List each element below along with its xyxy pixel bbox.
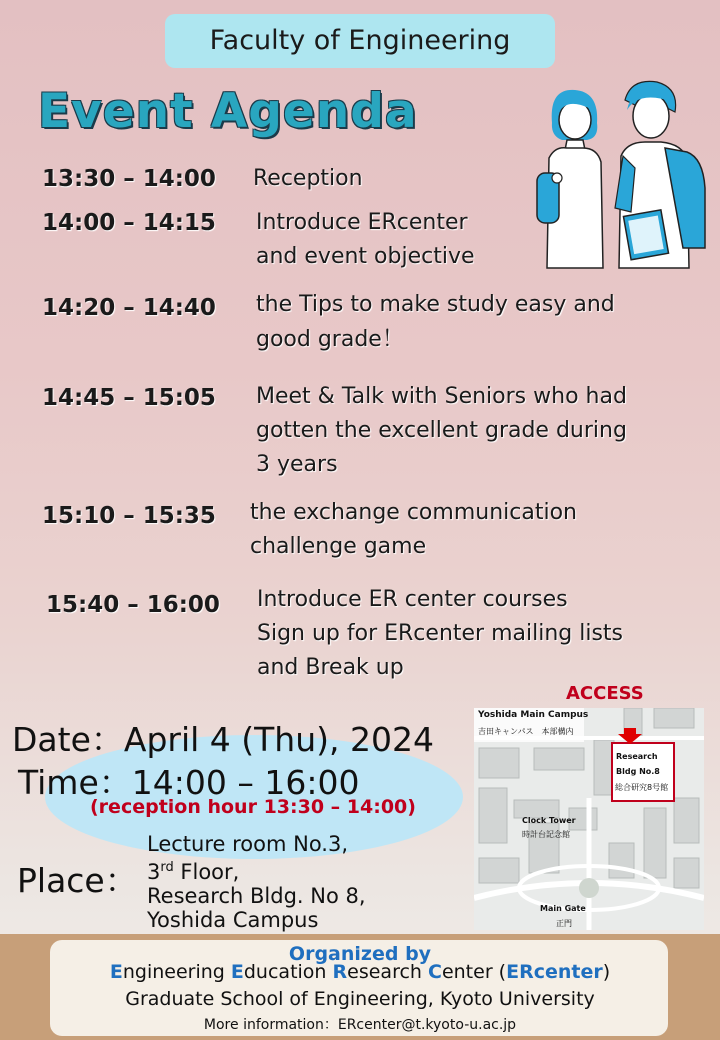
map-label: Clock Tower	[522, 816, 576, 825]
agenda-item-line: the exchange communication	[250, 500, 577, 525]
agenda-item-line: good grade！	[256, 327, 404, 352]
agenda-item-line: challenge game	[250, 534, 427, 559]
place-address	[147, 832, 366, 932]
agenda-time: 14:20 – 14:40	[42, 295, 216, 321]
contact-info: More information：ERcenter@t.kyoto-u.ac.jp	[203, 1017, 517, 1033]
map-label: Research	[616, 752, 658, 761]
school-name: Graduate School of Engineering, Kyoto University	[125, 988, 595, 1010]
organized-by: Organized by	[288, 943, 432, 965]
agenda-item-line: gotten the excellent grade during	[256, 418, 627, 443]
girl-figure	[537, 90, 603, 268]
map-label: 総合研究8号館	[615, 783, 669, 792]
agenda-item-line: 3 years	[256, 452, 338, 477]
place-line: Yoshida Campus	[147, 908, 319, 932]
event-date: Date：April 4 (Thu), 2024	[12, 720, 434, 759]
reception-hour: (reception hour 13:30 – 14:00)	[90, 796, 416, 818]
agenda-item-line: Reception	[253, 166, 363, 191]
agenda-item-line: and event objective	[256, 244, 475, 269]
agenda-item-line: and Break up	[257, 655, 404, 680]
faculty-banner: Faculty of Engineering	[165, 14, 555, 68]
agenda-time: 14:00 – 14:15	[42, 210, 216, 236]
map-label: Bldg No.8	[616, 767, 660, 776]
map-label: 正門	[556, 919, 572, 928]
agenda-item-line: Introduce ER center courses	[257, 587, 568, 612]
place-line: 3rd Floor,	[147, 860, 240, 884]
agenda-time: 15:10 – 15:35	[42, 503, 216, 529]
agenda-item-line: Sign up for ERcenter mailing lists	[257, 621, 624, 646]
page-title: Event Agenda	[38, 84, 418, 139]
map-label: Main Gate	[540, 904, 586, 913]
agenda-item-line: Introduce ERcenter	[256, 210, 468, 235]
students-illustration	[527, 78, 717, 270]
place-line: Lecture room No.3,	[147, 832, 349, 856]
map-label: 吉田キャンパス 本部構内	[478, 727, 574, 736]
agenda-time: 14:45 – 15:05	[42, 385, 216, 411]
agenda-item-line: the Tips to make study easy and	[256, 292, 615, 317]
organizer-name: Engineering Education Research Center (ERcenter)	[109, 961, 611, 983]
boy-figure	[615, 81, 705, 268]
place-label: Place：	[17, 861, 138, 900]
agenda-time: 15:40 – 16:00	[46, 592, 220, 618]
map-label: 時計台記念館	[522, 830, 570, 839]
agenda-time: 13:30 – 14:00	[42, 166, 216, 192]
campus-map-drawing	[474, 708, 704, 930]
agenda-item-line: Meet & Talk with Seniors who had	[256, 384, 627, 409]
access-map	[474, 708, 704, 930]
map-label: Yoshida Main Campus	[478, 710, 589, 720]
place-line: Research Bldg. No 8,	[147, 884, 366, 908]
event-time: Time：14:00 – 16:00	[18, 763, 360, 802]
access-heading: ACCESS	[566, 683, 644, 704]
